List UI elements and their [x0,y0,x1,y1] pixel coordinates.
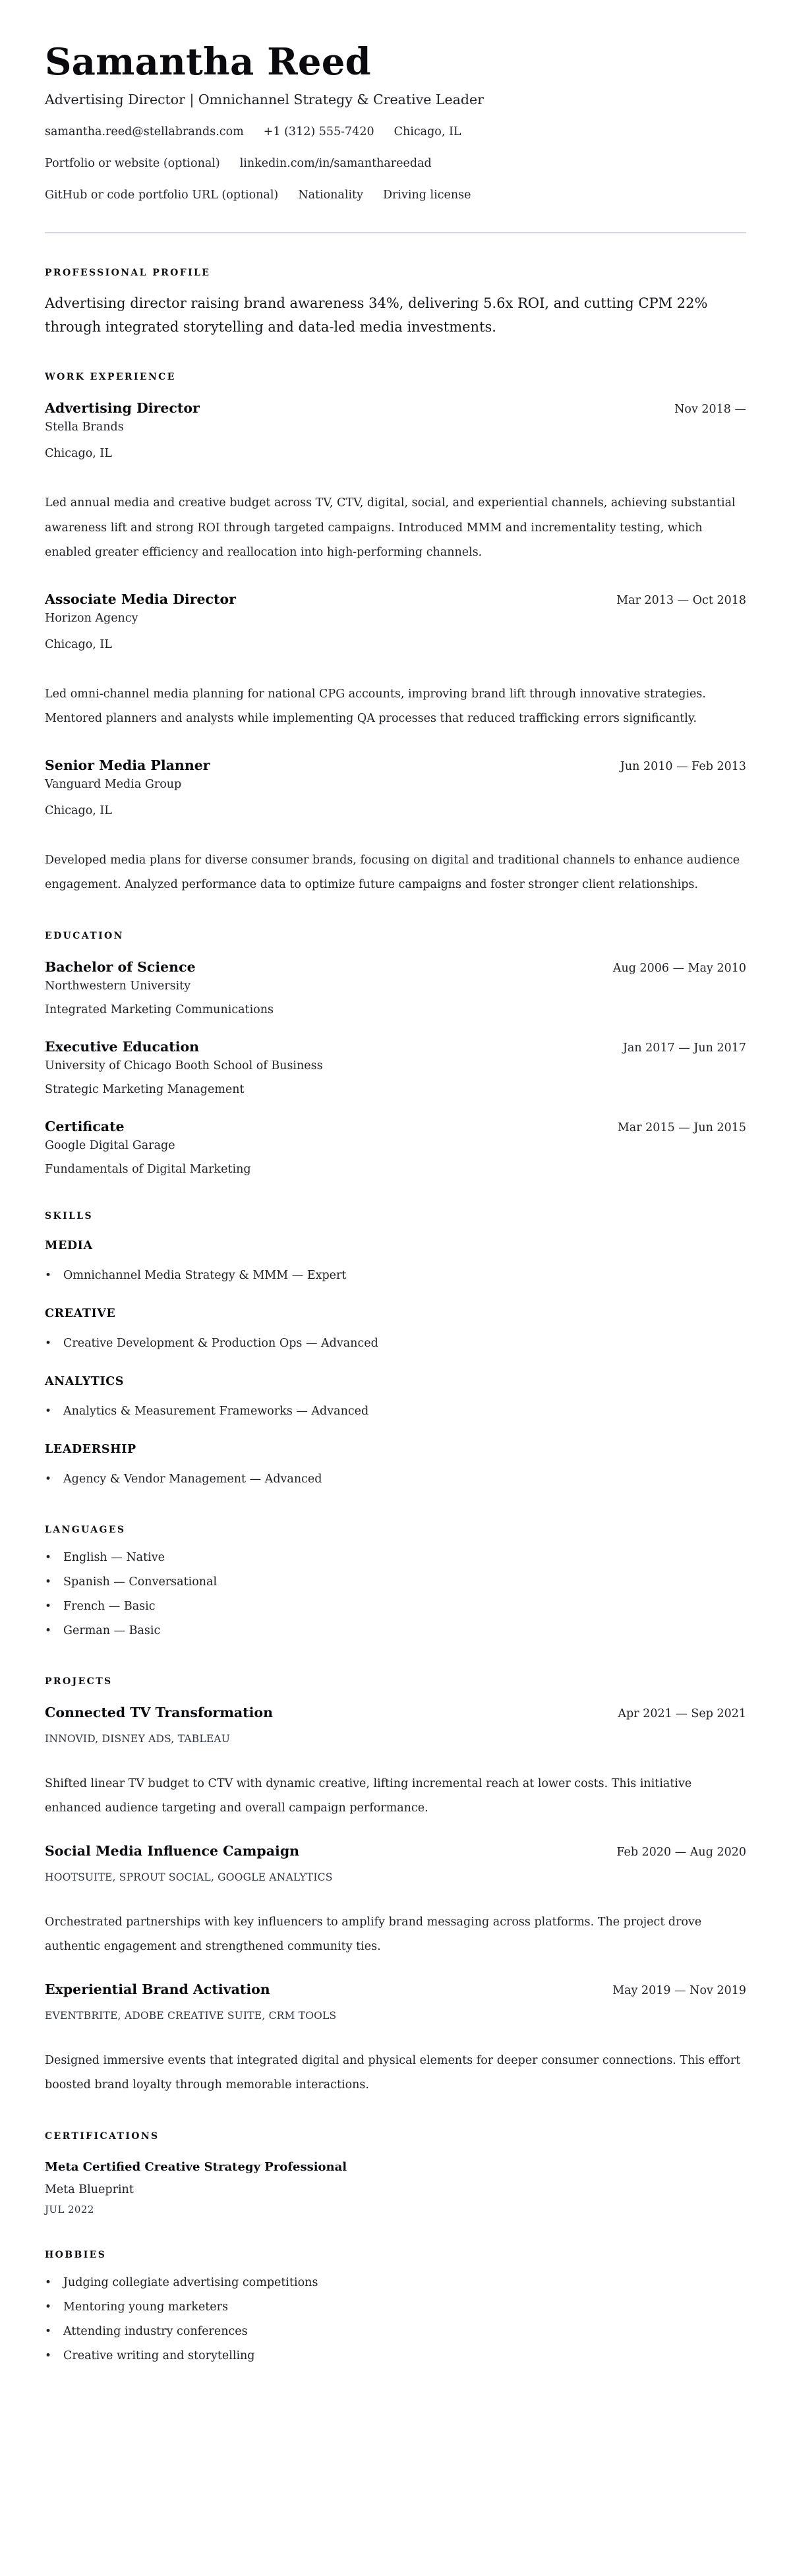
project-description: Orchestrated partnerships with key influencers to amplify brand messaging across platforms. The project drove authentic engagement and strengthened community ties. [45,1915,702,1953]
section-hobbies [45,2248,746,2368]
skill-group [45,1373,746,1424]
skill-list [45,1399,746,1424]
profile-summary: Advertising director raising brand awareness 34%, delivering 5.6x ROI, and cutting CPM 22% through integrated storytelling and data-led media investments. [45,295,708,335]
language-item: • Spanish — Conversational [45,1570,746,1595]
hobby-item: • Creative writing and storytelling [45,2344,746,2368]
contact-portfolio[interactable]: Portfolio or website (optional) [45,157,220,170]
section-title: EDUCATION [45,930,124,941]
section-profile [45,266,746,339]
section-education [45,929,746,1178]
job-title: Advertising Director [45,400,200,416]
section-skills [45,1210,746,1492]
certification-name: Meta Certified Creative Strategy Professional [45,2159,347,2174]
candidate-name: Samantha Reed [45,40,371,84]
skill-list [45,1332,746,1356]
section-certifications [45,2130,746,2217]
section-title: HOBBIES [45,2249,107,2260]
language-item: • German — Basic [45,1619,746,1643]
section-work-experience [45,370,746,898]
skill-item: • Agency & Vendor Management — Advanced [45,1467,746,1492]
certification-entry [45,2159,746,2217]
job-description: Led annual media and creative budget across TV, CTV, digital, social, and experiential channels, achieving substantial awareness lift and strong ROI through targeted campaigns. Introduced MMM and incrementality testing, which enabled greater efficiency and reallocation into high-performing channels. [45,496,736,559]
hobby-item: • Judging collegiate advertising competitions [45,2271,746,2295]
skill-category: ANALYTICS [45,1374,125,1388]
project-entry [45,1703,746,1821]
company-name: Vanguard Media Group [45,777,182,791]
contact-location: Chicago, IL [394,125,461,138]
project-tools: HOOTSUITE, SPROUT SOCIAL, GOOGLE ANALYTICS [45,1871,333,1883]
project-name: Connected TV Transformation [45,1704,273,1720]
work-entry [45,398,746,566]
contact-phone[interactable]: +1 (312) 555-7420 [263,125,374,138]
education-dates: Aug 2006 — May 2010 [612,961,746,975]
language-item: • English — Native [45,1546,746,1570]
language-list [45,1546,746,1643]
skill-item: • Creative Development & Production Ops — Advanced [45,1332,746,1356]
contact-email[interactable]: samantha.reed@stellabrands.com [45,125,244,138]
candidate-headline: Advertising Director | Omnichannel Strategy & Creative Leader [45,92,484,107]
project-dates: May 2019 — Nov 2019 [612,1983,746,1997]
skill-group [45,1237,746,1288]
degree-title: Executive Education [45,1038,200,1055]
language-item: • French — Basic [45,1595,746,1619]
hobby-item: • Attending industry conferences [45,2320,746,2344]
contact-linkedin[interactable]: linkedin.com/in/samanthareedad [239,157,432,170]
education-entry [45,957,746,1018]
section-projects [45,1675,746,2098]
field-of-study: Fundamentals of Digital Marketing [45,1162,251,1176]
skill-list [45,1264,746,1288]
hobby-list [45,2271,746,2368]
project-tools: INNOVID, DISNEY ADS, TABLEAU [45,1732,231,1745]
section-languages [45,1523,746,1643]
education-dates: Jan 2017 — Jun 2017 [622,1041,746,1055]
contact-github[interactable]: GitHub or code portfolio URL (optional) [45,189,279,202]
school-name: Northwestern University [45,979,191,993]
project-description: Designed immersive events that integrated digital and physical elements for deeper consumer connections. This effort boosted brand loyalty through memorable interactions. [45,2053,741,2092]
skill-category: LEADERSHIP [45,1442,136,1456]
skill-item: • Analytics & Measurement Frameworks — Advanced [45,1399,746,1424]
project-dates: Apr 2021 — Sep 2021 [618,1707,746,1720]
certification-date: JUL 2022 [45,2203,94,2215]
skill-category: CREATIVE [45,1306,116,1320]
work-entry [45,755,746,898]
degree-title: Bachelor of Science [45,958,196,975]
education-entry [45,1037,746,1098]
section-title: CERTIFICATIONS [45,2130,160,2142]
job-title: Associate Media Director [45,591,236,607]
education-dates: Mar 2015 — Jun 2015 [617,1121,746,1134]
school-name: University of Chicago Booth School of Business [45,1059,323,1072]
job-dates: Mar 2013 — Oct 2018 [616,593,746,607]
education-entry [45,1117,746,1178]
project-entry [45,1841,746,1960]
field-of-study: Strategic Marketing Management [45,1082,245,1096]
job-location: Chicago, IL [45,637,112,651]
job-dates: Jun 2010 — Feb 2013 [620,759,746,773]
project-tools: EVENTBRITE, ADOBE CREATIVE SUITE, CRM TOOLS [45,2009,337,2022]
project-dates: Feb 2020 — Aug 2020 [616,1845,746,1859]
skill-list [45,1467,746,1492]
job-title: Senior Media Planner [45,757,210,773]
skill-group [45,1441,746,1492]
degree-title: Certificate [45,1118,125,1134]
project-name: Experiential Brand Activation [45,1981,270,1997]
certification-issuer: Meta Blueprint [45,2182,134,2196]
resume-header [45,38,746,203]
section-title: PROFESSIONAL PROFILE [45,268,211,278]
project-description: Shifted linear TV budget to CTV with dynamic creative, lifting incremental reach at lower costs. This initiative enhanced audience targeting and overall campaign performance. [45,1776,692,1815]
project-name: Social Media Influence Campaign [45,1842,300,1859]
contact-row [45,124,746,140]
section-title: PROJECTS [45,1676,113,1687]
contact-row [45,156,746,171]
section-title: LANGUAGES [45,1524,126,1535]
skill-group [45,1305,746,1356]
job-description: Developed media plans for diverse consumer brands, focusing on digital and traditional channels to enhance audience engagement. Analyzed performance data to optimize future campaigns and foster stronger client relationships. [45,853,740,891]
skill-item: • Omnichannel Media Strategy & MMM — Expert [45,1264,746,1288]
project-entry [45,1979,746,2098]
contact-row [45,187,746,203]
hobby-item: • Mentoring young marketers [45,2295,746,2320]
section-title: WORK EXPERIENCE [45,372,176,382]
job-description: Led omni-channel media planning for national CPG accounts, improving brand lift through innovative strategies. Mentored planners and analysts while implementing QA processes that reduced trafficking errors significantly. [45,687,706,725]
company-name: Horizon Agency [45,611,138,625]
contact-nationality: Nationality [298,189,363,202]
company-name: Stella Brands [45,421,124,434]
field-of-study: Integrated Marketing Communications [45,1003,274,1016]
job-dates: Nov 2018 — [674,403,746,416]
contact-driving-license: Driving license [382,189,471,202]
section-title: SKILLS [45,1210,94,1221]
job-location: Chicago, IL [45,447,112,460]
work-entry [45,589,746,732]
job-location: Chicago, IL [45,804,112,817]
school-name: Google Digital Garage [45,1138,175,1152]
header-divider [45,232,746,233]
skill-category: MEDIA [45,1239,93,1252]
